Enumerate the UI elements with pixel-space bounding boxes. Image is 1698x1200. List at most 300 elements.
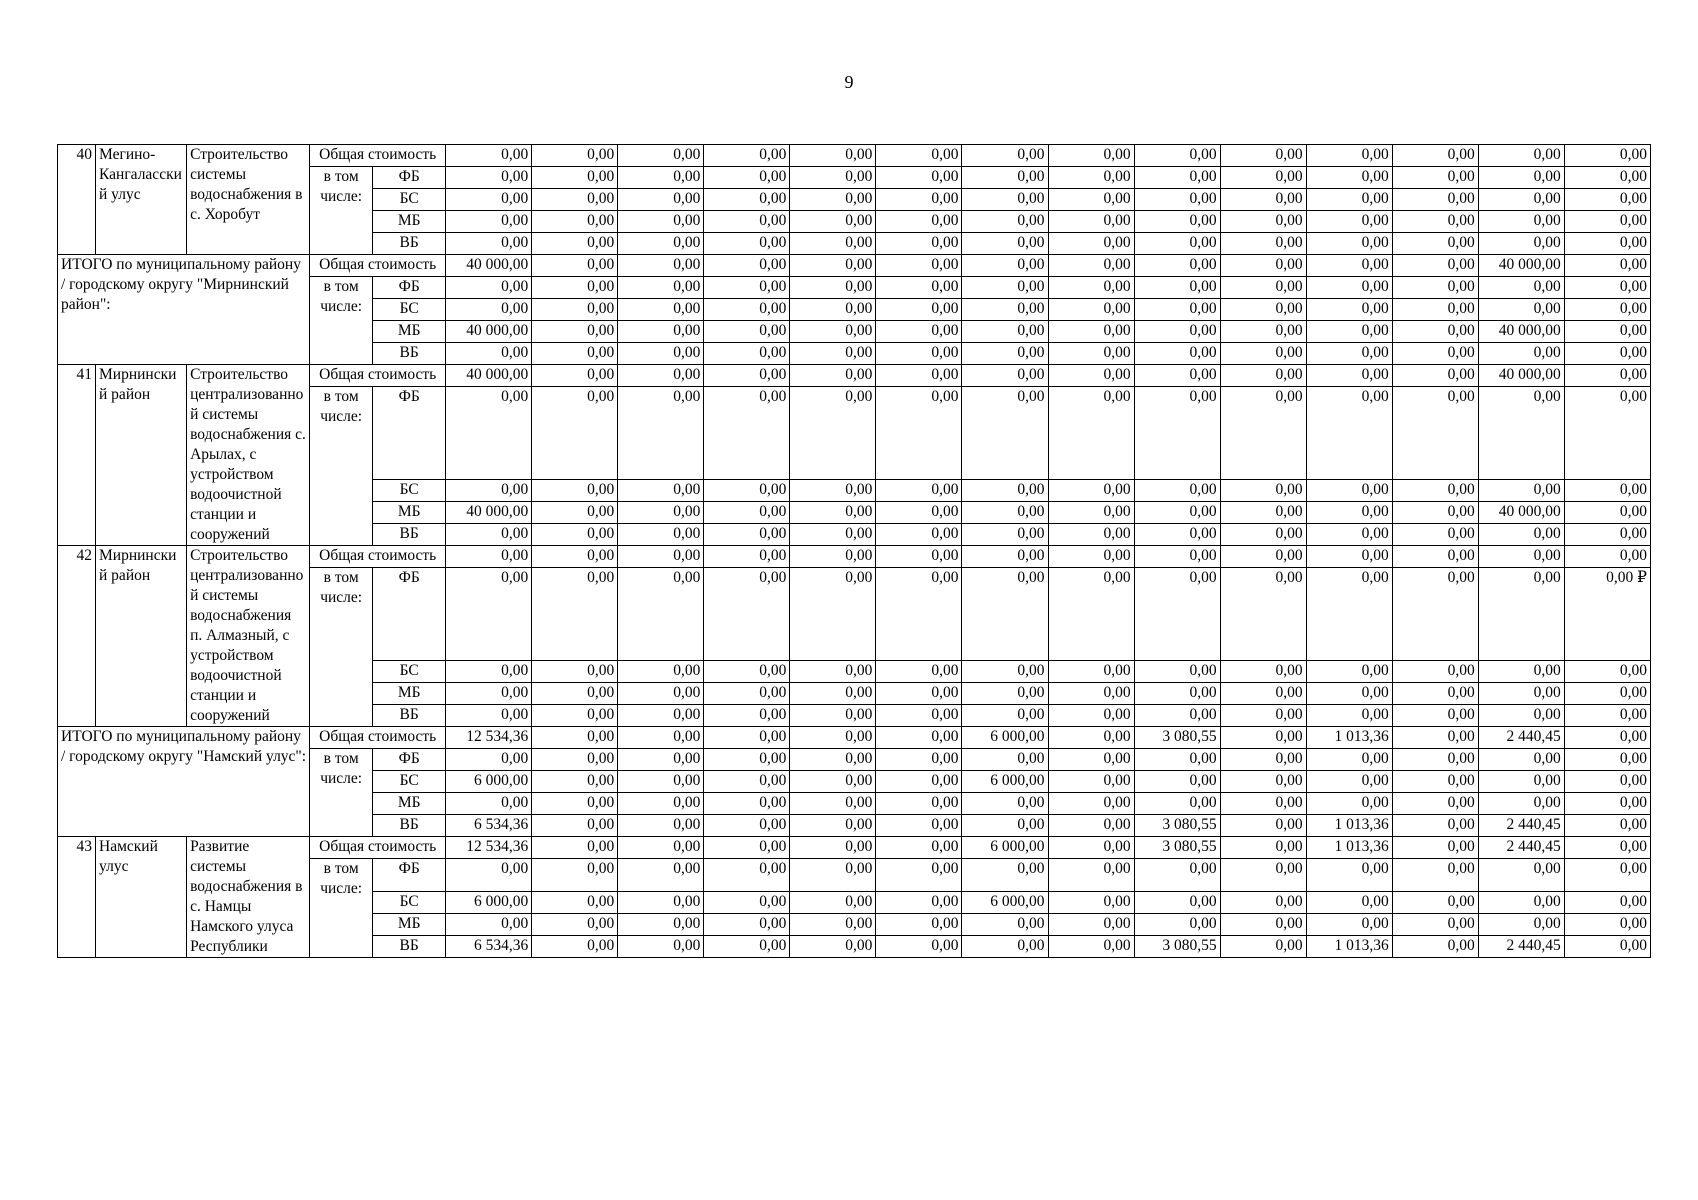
value-cell: 0,00 [532,793,618,815]
value-cell: 0,00 [618,365,704,387]
value-cell: 0,00 [1392,343,1478,365]
project-name: Строительство централизованной системы водоснабжения с. Арылах, с устройством водоочистной станции и сооружений [187,365,310,546]
value-cell: 0,00 [532,277,618,299]
value-cell: 0,00 [446,167,532,189]
value-cell: 0,00 [876,233,962,255]
value-cell: 0,00 [962,480,1048,502]
including-label: в том числе: [310,749,373,837]
value-cell: 6 534,36 [446,815,532,837]
funding-source-bs: БС [373,892,446,914]
value-cell: 0,00 [446,343,532,365]
value-cell: 1 013,36 [1306,815,1392,837]
funding-source-mb: МБ [373,211,446,233]
value-cell: 0,00 [790,524,876,546]
value-cell: 0,00 [1564,255,1650,277]
value-cell: 0,00 [1306,892,1392,914]
value-cell: 0,00 [962,661,1048,683]
value-cell: 0,00 [790,277,876,299]
project-name: Строительство централизованной системы водоснабжения п. Алмазный, с устройством водоочистной станции и сооружений [187,546,310,727]
value-cell: 0,00 [1048,365,1134,387]
value-cell: 0,00 [1564,705,1650,727]
value-cell: 0,00 [618,815,704,837]
value-cell: 0,00 [618,524,704,546]
value-cell: 0,00 [1220,661,1306,683]
value-cell: 0,00 [1564,771,1650,793]
value-cell: 0,00 [704,233,790,255]
value-cell: 0,00 [1134,568,1220,661]
value-cell: 0,00 [1134,167,1220,189]
value-cell: 0,00 [1392,365,1478,387]
value-cell: 0,00 [790,365,876,387]
value-cell: 0,00 [532,299,618,321]
value-cell: 0,00 [704,683,790,705]
value-cell: 0,00 [962,343,1048,365]
value-cell: 0,00 [532,211,618,233]
value-cell: 0,00 [1478,211,1564,233]
project-name: Развитие системы водоснабжения в с. Намцы Намского улуса Республики [187,837,310,958]
value-cell: 0,00 [532,837,618,859]
value-cell: 0,00 [618,233,704,255]
value-cell: 0,00 [1392,683,1478,705]
value-cell: 0,00 [532,705,618,727]
value-cell: 0,00 [1392,661,1478,683]
value-cell: 0,00 [876,524,962,546]
value-cell: 0,00 [790,892,876,914]
value-cell: 0,00 [790,793,876,815]
including-label: в том числе: [310,568,373,727]
value-cell: 0,00 [1392,793,1478,815]
funding-source-vb: ВБ [373,524,446,546]
value-cell: 1 013,36 [1306,936,1392,958]
value-cell: 0,00 [532,914,618,936]
value-cell: 0,00 [532,502,618,524]
value-cell: 1 013,36 [1306,727,1392,749]
value-cell: 3 080,55 [1134,837,1220,859]
value-cell: 0,00 [1220,524,1306,546]
value-cell: 3 080,55 [1134,815,1220,837]
value-cell: 0,00 [1564,546,1650,568]
value-cell: 6 000,00 [962,727,1048,749]
value-cell: 0,00 [1048,859,1134,892]
value-cell: 12 534,36 [446,727,532,749]
value-cell: 0,00 [618,255,704,277]
value-cell: 0,00 [1306,705,1392,727]
value-cell: 0,00 [790,914,876,936]
value-cell: 0,00 [532,859,618,892]
value-cell: 0,00 [962,145,1048,167]
value-cell: 0,00 [962,255,1048,277]
value-cell: 0,00 [1048,815,1134,837]
value-cell: 0,00 [1048,480,1134,502]
value-cell: 0,00 [1220,167,1306,189]
value-cell: 0,00 [704,480,790,502]
value-cell: 40 000,00 [446,255,532,277]
total-cost-label: Общая стоимость [310,837,446,859]
value-cell: 0,00 [1564,145,1650,167]
value-cell: 0,00 [618,189,704,211]
value-cell: 0,00 [704,771,790,793]
value-cell: 0,00 [1564,683,1650,705]
value-cell: 0,00 [1478,546,1564,568]
value-cell: 40 000,00 [446,502,532,524]
value-cell: 0,00 [704,255,790,277]
value-cell: 0,00 [1220,705,1306,727]
value-cell: 6 000,00 [446,892,532,914]
value-cell: 0,00 [1134,343,1220,365]
value-cell: 0,00 [1306,145,1392,167]
value-cell: 0,00 [876,568,962,661]
value-cell: 0,00 [618,936,704,958]
municipality-name: Мирнинский район [96,365,187,546]
value-cell: 0,00 [1048,167,1134,189]
value-cell: 0,00 [1392,568,1478,661]
value-cell: 0,00 [1564,837,1650,859]
value-cell: 0,00 [1048,321,1134,343]
value-cell: 40 000,00 [1478,255,1564,277]
value-cell: 0,00 [962,502,1048,524]
value-cell: 0,00 [1306,771,1392,793]
value-cell: 0,00 [1564,815,1650,837]
value-cell: 0,00 [1048,387,1134,480]
value-cell: 0,00 [790,233,876,255]
value-cell: 0,00 [962,167,1048,189]
value-cell: 0,00 [1306,233,1392,255]
value-cell: 0,00 [1134,749,1220,771]
value-cell: 0,00 [532,387,618,480]
value-cell: 0,00 [1048,727,1134,749]
value-cell: 0,00 [1306,387,1392,480]
value-cell: 0,00 [532,145,618,167]
value-cell: 0,00 [962,365,1048,387]
value-cell: 0,00 [1220,837,1306,859]
value-cell: 0,00 [618,683,704,705]
including-label: в том числе: [310,387,373,546]
value-cell: 0,00 [618,277,704,299]
value-cell: 0,00 [446,524,532,546]
value-cell: 0,00 [1564,914,1650,936]
value-cell: 0,00 [1048,661,1134,683]
value-cell: 0,00 [1392,914,1478,936]
value-cell: 0,00 [1220,727,1306,749]
funding-source-vb: ВБ [373,815,446,837]
value-cell: 0,00 [532,189,618,211]
value-cell: 0,00 [704,661,790,683]
including-label: в том числе: [310,277,373,365]
row-number: 42 [58,546,96,727]
table-row [58,255,1651,277]
value-cell: 0,00 [1134,189,1220,211]
value-cell: 0,00 [1134,233,1220,255]
value-cell: 0,00 [704,749,790,771]
value-cell: 0,00 [532,321,618,343]
value-cell: 0,00 [1220,793,1306,815]
funding-source-bs: БС [373,189,446,211]
including-label: в том числе: [310,167,373,255]
value-cell: 0,00 [532,936,618,958]
value-cell: 0,00 [876,793,962,815]
table-row [58,365,1651,387]
value-cell: 0,00 [704,936,790,958]
value-cell: 0,00 [876,321,962,343]
value-cell: 0,00 [1392,859,1478,892]
value-cell: 0,00 [1392,189,1478,211]
value-cell: 0,00 [1048,255,1134,277]
value-cell: 0,00 [962,233,1048,255]
value-cell: 0,00 [446,859,532,892]
value-cell: 0,00 [876,815,962,837]
value-cell: 0,00 [532,255,618,277]
value-cell: 0,00 [876,480,962,502]
value-cell: 0,00 [446,705,532,727]
total-cost-label: Общая стоимость [310,255,446,277]
value-cell: 0,00 [1306,568,1392,661]
funding-source-mb: МБ [373,683,446,705]
value-cell: 0,00 [1048,837,1134,859]
value-cell: 0,00 [1564,727,1650,749]
value-cell: 0,00 [1392,815,1478,837]
value-cell: 0,00 [446,189,532,211]
value-cell: 0,00 [618,727,704,749]
value-cell: 0,00 [790,683,876,705]
value-cell: 0,00 [1564,892,1650,914]
value-cell: 0,00 [790,546,876,568]
value-cell: 0,00 [1478,771,1564,793]
value-cell: 0,00 [876,914,962,936]
value-cell: 0,00 [532,749,618,771]
including-label: в том числе: [310,859,373,958]
value-cell: 0,00 [1392,299,1478,321]
value-cell: 0,00 [618,502,704,524]
value-cell: 0,00 [446,683,532,705]
value-cell: 0,00 [1306,502,1392,524]
value-cell: 0,00 [876,387,962,480]
value-cell: 0,00 [1048,914,1134,936]
row-number: 40 [58,145,96,255]
value-cell: 0,00 [1392,502,1478,524]
value-cell: 0,00 [1134,546,1220,568]
value-cell: 0,00 [1134,145,1220,167]
value-cell: 0,00 [704,145,790,167]
value-cell: 0,00 [1048,277,1134,299]
value-cell: 0,00 [876,255,962,277]
value-cell: 0,00 [1478,914,1564,936]
value-cell: 0,00 [1220,771,1306,793]
value-cell: 0,00 [532,568,618,661]
value-cell: 0,00 [1306,793,1392,815]
value-cell: 0,00 [1392,524,1478,546]
value-cell: 0,00 [532,365,618,387]
value-cell: 0,00 [962,524,1048,546]
value-cell: 0,00 [1134,365,1220,387]
value-cell: 0,00 [446,387,532,480]
value-cell: 0,00 [1220,365,1306,387]
value-cell: 0,00 [1134,683,1220,705]
value-cell: 0,00 [1306,211,1392,233]
value-cell: 0,00 [876,365,962,387]
value-cell: 0,00 [1564,387,1650,480]
value-cell: 0,00 [1134,859,1220,892]
value-cell: 0,00 [704,343,790,365]
value-cell: 0,00 [1220,145,1306,167]
value-cell: 0,00 [704,793,790,815]
value-cell: 0,00 [704,167,790,189]
municipality-name: Намский улус [96,837,187,958]
value-cell: 0,00 [618,387,704,480]
value-cell: 0,00 [1134,277,1220,299]
value-cell: 0,00 [962,683,1048,705]
value-cell: 0,00 [532,546,618,568]
row-number: 43 [58,837,96,958]
value-cell: 0,00 [1564,524,1650,546]
value-cell: 0,00 [1392,749,1478,771]
value-cell: 0,00 [1392,546,1478,568]
value-cell: 0,00 [876,771,962,793]
value-cell: 0,00 [790,343,876,365]
row-number: 41 [58,365,96,546]
value-cell: 0,00 [1306,661,1392,683]
funding-source-mb: МБ [373,321,446,343]
value-cell: 6 000,00 [962,771,1048,793]
value-cell: 0,00 [790,749,876,771]
value-cell: 0,00 [704,277,790,299]
value-cell: 0,00 [876,189,962,211]
funding-source-fb: ФБ [373,859,446,892]
value-cell: 0,00 [618,793,704,815]
value-cell: 0,00 [1220,502,1306,524]
value-cell: 0,00 [1564,749,1650,771]
value-cell: 0,00 [790,145,876,167]
value-cell: 0,00 [962,321,1048,343]
value-cell: 0,00 [962,793,1048,815]
value-cell: 0,00 [618,167,704,189]
value-cell: 0,00 [532,892,618,914]
value-cell: 0,00 [532,771,618,793]
value-cell: 0,00 [1220,683,1306,705]
value-cell: 0,00 [1564,793,1650,815]
value-cell: 0,00 [1306,859,1392,892]
funding-source-mb: МБ [373,502,446,524]
project-name: Строительство системы водоснабжения в с. Хоробут [187,145,310,255]
value-cell: 0,00 [1220,568,1306,661]
value-cell: 2 440,45 [1478,727,1564,749]
subtotal-label: ИТОГО по муниципальному району / городскому округу "Намский улус": [58,727,310,837]
value-cell: 0,00 [1564,365,1650,387]
value-cell: 0,00 [1392,837,1478,859]
value-cell: 0,00 [962,211,1048,233]
value-cell: 0,00 [704,211,790,233]
value-cell: 0,00 [1134,705,1220,727]
value-cell: 0,00 [790,211,876,233]
value-cell: 0,00 [1392,387,1478,480]
table-row [58,546,1651,568]
value-cell: 0,00 [704,859,790,892]
value-cell: 0,00 [704,815,790,837]
value-cell: 0,00 [618,859,704,892]
value-cell: 0,00 [618,343,704,365]
value-cell: 0,00 [1220,859,1306,892]
value-cell: 0,00 [1220,815,1306,837]
municipality-name: Мирнинский район [96,546,187,727]
value-cell: 0,00 [790,480,876,502]
value-cell: 0,00 [1478,859,1564,892]
value-cell: 0,00 [1306,277,1392,299]
value-cell: 0,00 [1048,936,1134,958]
value-cell: 0,00 [1220,211,1306,233]
value-cell: 0,00 [962,189,1048,211]
value-cell: 0,00 [1134,211,1220,233]
value-cell: 0,00 [790,321,876,343]
value-cell: 0,00 [532,480,618,502]
value-cell: 0,00 [618,211,704,233]
value-cell: 0,00 [876,859,962,892]
value-cell: 0,00 [876,749,962,771]
value-cell: 40 000,00 [446,365,532,387]
funding-source-bs: БС [373,661,446,683]
value-cell: 0,00 [876,145,962,167]
funding-source-bs: БС [373,480,446,502]
value-cell: 0,00 [1134,661,1220,683]
value-cell: 0,00 [1306,299,1392,321]
value-cell: 0,00 [618,321,704,343]
value-cell: 0,00 [446,277,532,299]
value-cell: 0,00 [532,343,618,365]
value-cell: 0,00 [1392,727,1478,749]
value-cell: 0,00 [790,859,876,892]
value-cell: 0,00 [1220,255,1306,277]
value-cell: 0,00 [790,502,876,524]
value-cell: 6 534,36 [446,936,532,958]
funding-source-bs: БС [373,771,446,793]
value-cell: 0,00 [704,705,790,727]
value-cell: 0,00 [1220,277,1306,299]
value-cell: 0,00 [1392,321,1478,343]
value-cell: 0,00 [446,233,532,255]
value-cell: 0,00 [1478,189,1564,211]
value-cell: 0,00 [790,255,876,277]
value-cell: 0,00 [1048,749,1134,771]
value-cell: 0,00 [962,546,1048,568]
value-cell: 0,00 [446,211,532,233]
value-cell: 0,00 [876,502,962,524]
value-cell: 0,00 [1392,936,1478,958]
value-cell: 0,00 [704,365,790,387]
value-cell: 0,00 [446,299,532,321]
value-cell: 0,00 [790,387,876,480]
value-cell: 0,00 [1564,321,1650,343]
funding-source-fb: ФБ [373,749,446,771]
value-cell: 0,00 [618,480,704,502]
value-cell: 40 000,00 [446,321,532,343]
value-cell: 0,00 [618,546,704,568]
subtotal-label: ИТОГО по муниципальному району / городскому округу "Мирнинский район": [58,255,310,365]
value-cell: 0,00 [1306,683,1392,705]
value-cell: 0,00 [1220,387,1306,480]
value-cell: 0,00 [876,683,962,705]
value-cell: 0,00 [962,299,1048,321]
value-cell: 0,00 [704,837,790,859]
value-cell: 0,00 [1478,233,1564,255]
value-cell: 0,00 [446,661,532,683]
value-cell: 0,00 ₽ [1564,568,1650,661]
value-cell: 0,00 [1478,277,1564,299]
value-cell: 0,00 [962,387,1048,480]
value-cell: 2 440,45 [1478,936,1564,958]
value-cell: 0,00 [876,661,962,683]
value-cell: 0,00 [1392,771,1478,793]
value-cell: 0,00 [876,299,962,321]
value-cell: 0,00 [704,387,790,480]
value-cell: 0,00 [876,727,962,749]
